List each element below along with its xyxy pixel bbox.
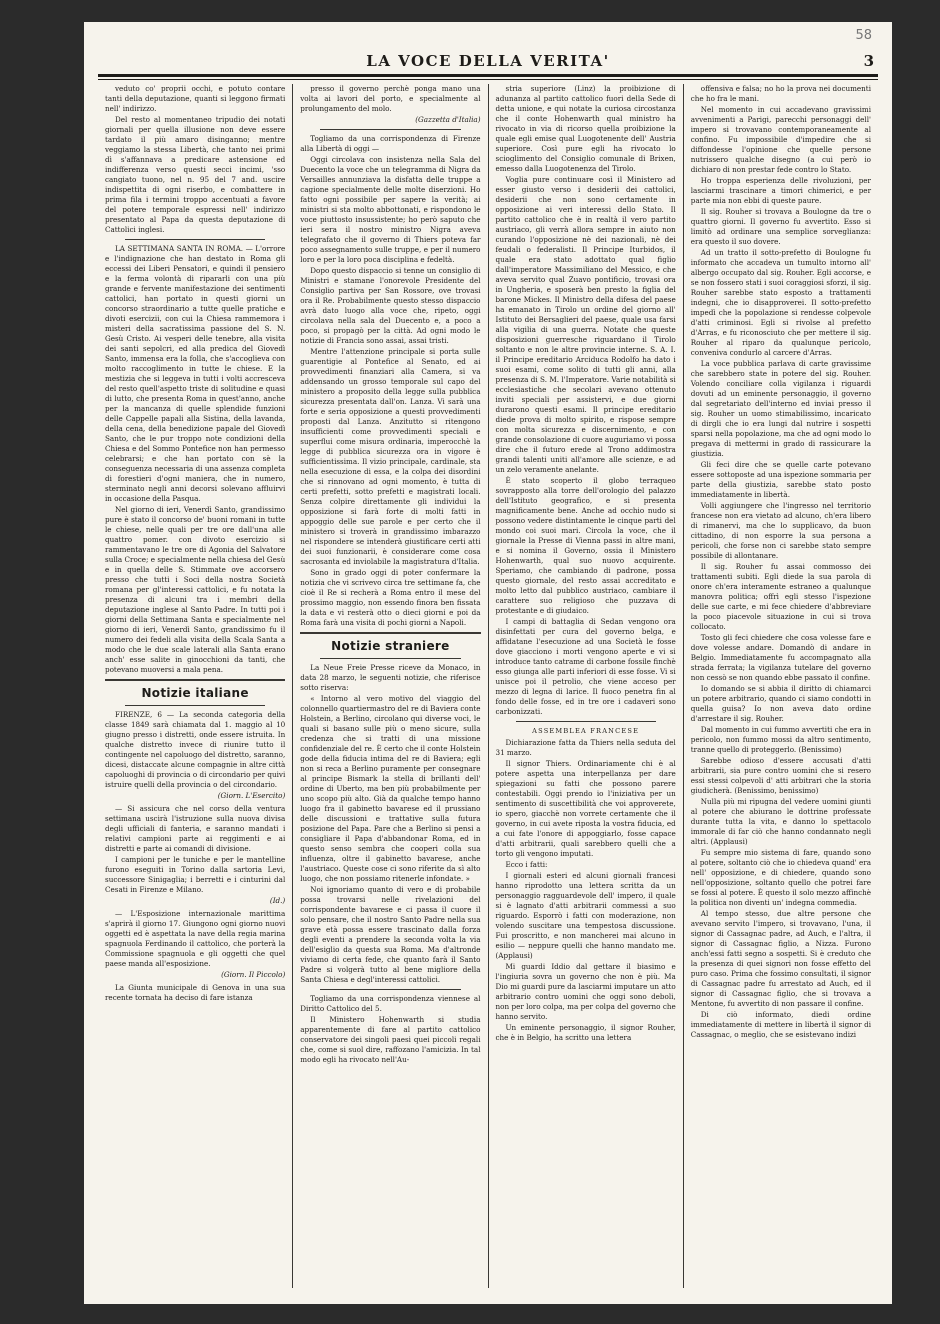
paragraph: È stato scoperto il globo terraqueo sovrapposto alla torre dell'orologio del palazzo dell'Istituto geografico, e si presenta magnificamente bene. Anche ad occhio nudo si possono vedere distintamente le cinque parti del mondo coi suoi mari. Circola la voce, che il giornale la Presse di Vienna passi in altre mani, e si nomina il Governo, ossia il Ministero Hohenwarth, qual suo nuovo acquirente. Speriamo, che cambiando di padrone, possa questo giornale, del resto assai accreditato e molto letto dal pubblico austriaco, cambiare il carattere suo religioso che puzzava di protestante e di giudaico. [495,476,676,615]
short-rule [125,239,265,240]
paragraph: Al tempo stesso, due altre persone che avevano servito l'impero, si trovavano, l'una, il signor di Cassagnac padre, ad Auch, e l'altra, il signor di Cassagnac figlio, a Nizza. Furono anch'essi fatti segno a sospetti. Si è creduto che la presenza di quei signori non fosse effetto del puro caso. Prima che fossimo consultati, il signor di Cassagnac padre fu arrestato ad Auch, ed il signor di Cassagnac figlio, che si trovava a Mentone, fu avvertito di non passare il confine. [690,909,871,1008]
column-4 [684,84,878,1288]
short-rule [320,129,460,130]
newspaper-title: LA VOCE DELLA VERITA' [366,52,610,70]
short-rule [320,658,460,659]
paragraph: Io domando se si abbia il diritto di chiamarci un potere arbitrario, quando ci siamo condotti in quella guisa? Io non aveva dato ordine d'arrestare il sig. Rouher. [690,684,871,723]
short-rule [516,721,656,722]
paragraph: « Intorno al vero motivo del viaggio del colonnello quartiermastro del re di Baviera conte Holstein, a Berlino, circolano qui diverse voci, le quali si basano sulle più o meno sicure, sulla credenza che si tratti di una missione confidenziale del re. È certo che il conte Holstein gode della fiducia intima del re di Baviera; egli non si reca a Berlino puramente per consegnare al principe Bismark la stella di brillanti dell' ordine di Uberto, ma ben più probabilmente per uno scopo più alto. Già da qualche tempo hanno luogo fra il gabinetto bavarese ed il prussiano delle discussioni e trattative sulla futura posizione del Papa. Pare che a Berlino si pensi a consigliare il Papa d'abbandonar Roma, ed in questo senso sembra che cooperi colla sua influenza, oltre il gabinetto bavarese, anche l'austriaco. Queste cose ci sono riferite da sì alto luogo, che non possiamo ritenerle infondate. » [300,694,481,883]
paragraph: Togliamo da una corrispondenza viennese al Diritto Cattolico del 5. [300,994,481,1013]
paragraph: Dopo questo dispaccio si tenne un consiglio di Ministri e stamane l'onorevole Presidente del Consiglio partiva per San Rossore, ove trovasi ora il Re. Probabilmente questo stesso dispaccio avrà dato luogo alla voce che, ripeto, oggi circolava nella sala del Duecento e, a poco a poco, si propagò per la città. Ad ogni modo le notizie di Francia sono assai, assai tristi. [300,266,481,345]
column-1 [98,84,293,1288]
paragraph: Dichiarazione fatta da Thiers nella seduta del 31 marzo. [495,738,676,757]
paragraph: Il sig. Rouher si trovava a Boulogne da tre o quattro giorni. Il governo fu avvertito. Esso si limitò ad ordinare una semplice sorveglianza: era questo il suo dovere. [690,207,871,246]
paragraph: Del resto al momentaneo tripudio dei notati giornali per quella illusione non deve essere tardato il più amaro disinganno; mentre veggiamo la stessa Libertà, che tanto nei primi dì s'affannava a predicare astensione ed indifferenza verso questi secci incimi, 'sso cangiato tuono, nel n. 95 del 7 and. uscire indispettita di ogni riserbo, e combattere in prima fila i termini troppo accentuati a favore del potere temporale espressi nell' indirizzo presentato al Papa da questa deputazione di Cattolici inglesi. [105,115,286,234]
section-heading-foreign-news: Notizie straniere [331,639,450,653]
paragraph: Sarebbe odioso d'essere accusati d'atti arbitrarii, sia pure contro uomini che si resero essi stessi colpevoli d' atti arbitrari che la storia giudicherà. (Benissimo, benissimo) [690,756,871,795]
paragraph: stria superiore (Linz) la proibizione di adunanza al partito cattolico fuori della Sede di detta unione, e qui notate la curiosa circostanza che il conte Hohenwarth qual ministro ha rivocato in via di ricorso quella proibizione la quale egli emise qual Luogotenente dell' Austria superiore. Così pure egli ha rivocato lo scioglimento del Consiglio comunale di Brixen, emesso dalla Luogotenenza del Tirolo. [495,84,676,173]
paragraph: LA SETTIMANA SANTA IN ROMA. — L'orrore e l'indignazione che han destato in Roma gli eccessi dei Liberi Pensatori, e quindi il pensiero e la ferma volontà di ripararli con una più grande e fervente manifestazione dei sentimenti cattolici, han portato in questi giorni un concorso straordinario a tutte quelle pratiche e divoti esercizii, con cui la Chiesa rammemora i misteri della sacratissima passione del S. N. Gesù Cristo. Ai vesperi delle tenebre, alla visita dei santi sepolcri, ed alla predica del Giovedì Santo, immensa era la folla, che s'accoglieva con molto raccoglimento in tutte le chiese. E la mestizia che si leggeva in tutti i volti accresceva del resto quell'aspetto triste di solitudine e quasi di lutto, che presenta Roma in quest'anno, anche per la mancanza di quelle splendide funzioni delle Cappelle papali alla Sistina, della lavanda, della cena, della benedizione papale del Giovedì Santo, che le pur troppo note condizioni della Chiesa e del Sommo Pontefice non han permesso celebrarsi; e che han portato con sè la conseguenza necessaria di una assenza completa di forestieri d'ogni maniera, che in numero, sterminato negli anni decorsi solevano affluirvi in occasione della Pasqua. [105,244,286,503]
paragraph: Gli feci dire che se quelle carte potevano essere sottoposte ad una ispezione sommaria per parte della giustizia, sarebbe stato posto immediatamente in libertà. [690,460,871,499]
source-citation: (Giorn. L'Esercito) [217,791,286,800]
paragraph: Tosto gli feci chiedere che cosa volesse fare e dove volesse andare. Domandò di andare in Belgio. Immediatamente fu accompagnato alla strada ferrata; la vigilanza tutelare del governo non cessò se non quando ebbe passato il confine. [690,633,871,682]
paragraph: Ho troppa esperienza delle rivoluzioni, per lasciarmi trascinare a timori chimerici, e per parte mia non ebbi di queste paure. [690,176,871,205]
section-rule [105,679,285,681]
paragraph: La Neue Freie Presse riceve da Monaco, in data 28 marzo, le seguenti notizie, che riferisce sotto riserva: [300,663,481,692]
paragraph: presso il governo perchè ponga mano una volta ai lavori del porto, e specialmente al prolungamento del molo. [300,84,481,113]
paragraph: Di ciò informato, diedi ordine immediatamente di mettere in libertà il signor di Cassagnac, o meglio, che se esistevano indizi [690,1010,871,1039]
source-citation: (Gazzetta d'Italia) [415,115,481,124]
paragraph: — L'Esposizione internazionale marittima s'aprirà il giorno 17. Giungono ogni giorno nuovi oggetti ed è aspettata la nave della regia marina spagnuola Ferdinando il cattolico, che porterà la Commissione spagnuola e gli oggetti che quel paese manda all'esposizione. [105,909,286,968]
paragraph: Sono in grado oggi di poter confermare la notizia che vi scrivevo circa tre settimane fa, che cioè il Re si recherà a Roma entro il mese del prossimo maggio, non essendo finora ben fissata la data e vi resterà otto o dieci giorni e poi da Roma farà una visita di pochi giorni a Napoli. [300,568,481,627]
paragraph: — Si assicura che nel corso della ventura settimana uscirà l'istruzione sulla nuova divisa degli ufficiali di fanteria, e saranno mandati i relativi campioni parte ai reggimenti e ai distretti e parte ai comandi di divisione. [105,804,286,853]
newspaper-page [84,22,892,1304]
paragraph: Il Ministero Hohenwarth si studia apparentemente di fare al partito cattolico conservatore dei singoli paesi quei piccoli regali che, come si suol dire, raffozano l'amicizia. In tal modo egli ha rivocato nell'Au- [300,1015,481,1064]
paragraph: Nel giorno di ieri, Venerdì Santo, grandissimo pure è stato il concorso de' buoni romani in tutte le chiese, nelle quali per tre ore dall'una alle quattro pomer. con divoto esercizio si rammentavano le tre ore di Agonia del Salvatore sulla Croce; e specialmente nella chiesa del Gesù e in quella delle S. Stimmate ove accorsero presso che tutti i Soci della nostra Società romana per gl'interessi cattolici, e fu notata la presenza di alcuni tra i membri della deputazione inglese al Santo Padre. In tutti poi i giorni della Settimana Santa e specialmente nel giorno di ieri, Venerdì Santo, grandissimo fu il numero dei fedeli alla visita della Scala Santa a modo che le due scale laterali alla Santa erano anch' esse salite in ginocchioni da tanti, che potevano muoversi a mala pena. [105,505,286,674]
masthead-rule [98,74,878,77]
paragraph: veduto co' proprii occhi, e potuto contare tanti della deputazione, quanti si leggono firmati nell' indirizzo. [105,84,286,113]
paragraph: Noi ignoriamo quanto di vero e di probabile possa trovarsi nelle rivelazioni del corrispondente bavarese e ci passa il cuore il solo pensare, che il nostro Santo Padre nella sua grave età possa essere trascinato dalla forza degli eventi a prendere la seconda volta la via dell'esiglio da questa sua Roma. Ma d'altronde viviamo di certa fede, che quanto farà il Santo Padre si volgerà tutto al bene migliore della Santa Chiesa e degl'interessi cattolici. [300,885,481,984]
section-heading-italian-news: Notizie italiane [141,686,249,700]
paragraph: Voglia pure continuare così il Ministero ad esser giusto verso i desiderii dei cattolici, desiderii che non sono certamente in opposizione ai veri interessi dello Stato. Il partito cattolico che è in realtà il vero partito austriaco, gli verrà allora sempre in aiuto non curando l'opposizione nè dei nazionali, nè dei feudali o federalisti. Il Principe Iturbidos, il quale era stato adottato qual figlio dall'imperatore Massimiliano del Messico, e che aveva servito qual Zuavo pontificio, trovasi ora in Ungheria, e sposerà ben presto la figlia del barone Mickes. Il Ministro della difesa del paese ha emanato in Tirolo un ordine del giorno all' Istituto dei Bersaglieri del paese, quale usa farsi alla vigilia di una guerra. Notate che queste disposizioni guerresche riguardano il Tirolo soltanto e non le altre provincie interne. S. A. I. il Principe ereditario Arciduca Rodolfo ha dato i suoi esami, come solito di tutti gli anni, alla presenza di S. M. l'Imperatore. Varie notabilità si ecclesiastiche che secolari avevano ottenuto inviti speciali per assistervi, e due giorni durarono questi esami. Il principe ereditario diede prova di molto spirito, e rispose sempre con molta sicurezza e discernimento, e con grande consolazione di cuore auguriamo vi possa dire che il futuro erede al Trono addimostra grandi talenti uniti all'amore alle scienze, e ad un zelo veramente anelante. [495,175,676,474]
paragraph: Mi guardi Iddio dal gettare il biasimo e l'ingiuria sovra un governo che non è più. Ma Dio mi guardi pure da lasciarmi imputare un atto arbitrario contro uomini che oggi sono deboli, non per loro colpa, ma per colpa del governo che hanno servito. [495,962,676,1021]
paragraph: Nel momento in cui accadevano gravissimi avvenimenti a Parigi, parecchi personaggi dell' impero si trovavano contemporaneamente al confino. Fu impossibile d'impedire che si diffondesse l'opinione che quelle persone nutrissero qualche disegno (a cui però io dichiaro di non prestar fede contro lo Stato. [690,105,871,174]
paragraph: Oggi circolava con insistenza nella Sala del Duecento la voce che un telegramma di Nigra da Versailles annunziava la disfatta delle truppe a cagione specialmente delle molte diserzioni. Ho fatto ogni possibile per sapere la verità; ai ministri si sta molto abbottonati, e rispondono le voce piuttosto insussistente; ho però saputo che ieri sera il nostro ministro Nigra aveva telegrafato che il governo di Thiers poteva far poco assegnamento sulle truppe, e per il numero loro e per la loro poca disciplina e fedeltà. [300,155,481,264]
paragraph: Fu sempre mio sistema di fare, quando sono al potere, soltanto ciò che io chiedeva quand' era nell' opposizione, e di chiedere, quando sono nell'opposizione, soltanto quello che potrei fare se fossi al potere. È questo il solo mezzo affinchè la politica non diventi un' indegna commedia. [690,848,871,907]
paragraph: Volli aggiungere che l'ingresso nel territorio francese non era vietato ad alcuno, ch'era libero di rimanervi, ma che lo supplicavo, da buon cittadino, di non esporre la sua persona a pericoli, che forse non ci sarebbe stato sempre possibile di allontanare. [690,501,871,560]
paragraph: I giornali esteri ed alcuni giornali francesi hanno riprodotto una lettera scritta da un personaggio ragguardevole dell' impero, il quale si è lagnato d'atti arbitrarii commessi a suo riguardo. Esporrò i fatti con moderazione, non volendo suscitare una tempestosa discussione. Fui proscritto, e non mancherei mai alcuno in esilio — neppure quelli che hanno mandato me. (Applausi) [495,871,676,960]
paragraph: I campi di battaglia di Sedan vengono ora disinfettati per cura del governo belga, e affidatane l'esecuzione ad una Società le fosse dove giacciono i morti vengono aperte e vi si introduce tanto catrame di carbone fossile finchè esso giunga alle parti inferiori di esse fosse. Vi si unisce poi il petrolio, che viene acceso per mezzo di legna di larice. Il fuoco penetra fin al fondo delle fosse, ed in tre ore i cadaveri sono carbonizzati. [495,617,676,716]
masthead [98,52,878,74]
paragraph: I campioni per le tuniche e per le mantelline furono eseguiti in Torino dalla sartoria Levi, successore Sinigaglia; i berretti e i cinturini dal Cesati in Firenze e Milano. [105,855,286,894]
columns [98,84,878,1288]
column-1-block-a [105,84,285,675]
paragraph: La voce pubblica parlava di carte gravissime che sarebbero state in potere del sig. Rouher. Volendo conciliare colla vigilanza i riguardi dovuti ad un eminente personaggio, il governo dal segretariato dell'interno ed inviai presso il sig. Rouher un uomo stimabilissimo, incaricato di dirgli che io era lungi dal nutrire i sospetti sparsi nella popolazione, ma che ad ogni modo lo pregava di mettermi in grado di rassicurare la giustizia. [690,359,871,458]
paragraph: Nulla più mi ripugna del vedere uomini giunti al potere che abiurano le dottrine professate durante tutta la vita, e danno lo spettacolo immorale di far ciò che hanno condannato negli altri. (Applausi) [690,797,871,846]
short-rule [125,705,265,706]
paragraph: Dal momento in cui fummo avvertiti che era in pericolo, non fummo mossi da altro sentimento, tranne quello di proteggerlo. (Benissimo) [690,725,871,754]
paragraph: Il signor Thiers. Ordinariamente chi è al potere aspetta una interpellanza per dare spiegazioni su fatti che possono parere contestabili. Oggi prendo io l'iniziativa per un sentimento di suscettibilità che voi approverete, io spero, giacchè non vorrete certamente che il governo, in cui avete riposta la vostra fiducia, ed a cui fate l'onore di appoggiarlo, fosse capace d'atti arbitrarii, quali sarebbero quelli che a torto gli vengono imputati. [495,759,676,858]
source-citation: (Id.) [269,896,286,905]
paragraph: Ecco i fatti: [505,860,548,869]
column-3 [489,84,684,1288]
paragraph: Ad un tratto il sotto-prefetto di Boulogne fu informato che accadeva un tumulto intorno all' albergo occupato dal sig. Rouher. Egli accorse, e se non fossero stati i suoi coraggiosi sforzi, il sig. Rouher sarebbe stato esposto a trattamenti indegni, che io disapproverei. Il sotto-prefetto impedì che la popolazione si rendesse colpevole d'atti criminosi. Egli si rivolse al prefetto d'Arras, e fu riconosciuto che per mettere il sig. Rouher al riparo da qualunque pericolo, conveniva condurlo al carcere d'Arras. [690,248,871,357]
subheading-french-assembly: ASSEMBLEA FRANCESE [532,727,640,735]
paragraph: Togliamo da una corrispondenza di Firenze alla Libertà di oggi — [300,134,481,153]
paragraph: Un eminente personaggio, il signor Rouher, che è in Belgio, ha scritto una lettera [495,1023,676,1042]
column-2 [293,84,488,1288]
section-rule [300,632,480,634]
folio-mark: 58 [855,28,872,43]
paragraph: Mentre l'attenzione principale si porta sulle guarentigie al Pontefice al Senato, ed ai provvedimenti finanziari alla Camera, si va addensando un grosso temporale sul capo del ministero a proposito della legge sulla pubblica sicurezza presentata dall'on. Lanza. Vi sarà una forte e seria opposizione a questi provvedimenti proposti dal Lanza. Anzitutto si ritengono insufficienti come provvedimenti speciali e superflui come misura ordinaria, imperocchè la legge di pubblica sicurezza ora in vigore è sufficientissima. Il vizio principale, cardinale, sta nella esecuzione di essa, e la colpa dei disordini che si rinnovano ad ogni momento, è tutta di certi prefetti, sotto prefetti e magistrati locali. Senza colpire direttamente gli individui la opposizione si farà forte di molti fatti in appoggio delle sue parole e per certo che il ministero si troverà in grandissimo imbarazzo nel rispondere se intenderà giustificare certi atti dei suoi funzionarii, è considerare come cosa sacrosanta ed inviolabile la magistratura d'Italia. [300,347,481,566]
page-number: 3 [863,52,874,70]
paragraph: offensiva e falsa; no ho la prova nei documenti che ho fra le mani. [690,84,871,103]
masthead-rule-thin [98,79,878,80]
paragraph: FIRENZE, 6 — La seconda categoria della classe 1849 sarà chiamata dal 1. maggio al 10 giugno presso i distretti, onde essere istruita. In qualche distretto invece di riunire tutto il contingente nel capoluogo del distretto, saranno, dicesi, distaccate alcune compagnie in altre città capoluoghi di provincia o di circondario per quivi istruire quelli della provincia o del circondario. [105,710,286,789]
short-rule [320,989,460,990]
source-citation: (Giorn. Il Piccolo) [221,970,286,979]
paragraph: La Giunta municipale di Genova in una sua recente tornata ha deciso di fare istanza [105,983,286,1002]
paragraph: Il sig. Rouher fu assai commosso dei trattamenti subiti. Egli diede la sua parola di onore ch'era interamente estraneo a qualunque manovra politica; offrì egli stesso l'ispezione delle sue carte, e mi fece chiedere d'abbreviare la poco piacevole situazione in cui si trova collocato. [690,562,871,631]
